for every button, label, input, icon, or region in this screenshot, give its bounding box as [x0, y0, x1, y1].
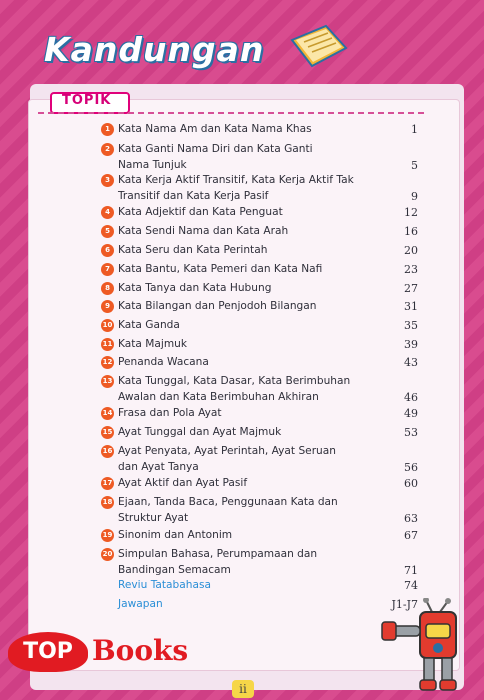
topic-title: Kata Bantu, Kata Pemeri dan Kata Nafi — [118, 263, 323, 275]
toc-row[interactable] — [105, 262, 418, 278]
toc-row[interactable] — [102, 444, 418, 475]
topic-number-badge: 3 — [101, 174, 114, 187]
topic-number-badge: 5 — [101, 225, 114, 238]
topic-number-badge: 11 — [101, 338, 114, 351]
extra-page: J1-J7 — [391, 598, 418, 611]
toc-extra-row[interactable] — [118, 597, 418, 613]
topic-page: 63 — [404, 511, 418, 525]
topic-title: Frasa dan Pola Ayat — [118, 407, 222, 419]
toc-row[interactable] — [105, 224, 418, 240]
toc-row[interactable] — [105, 122, 418, 138]
topic-title: Kata Tanya dan Kata Hubung — [118, 282, 272, 294]
topic-page: 12 — [404, 206, 418, 219]
topic-number-badge: 20 — [101, 548, 114, 561]
topic-page: 16 — [404, 225, 418, 238]
topic-title: Ejaan, Tanda Baca, Penggunaan Kata dan Struktur Ayat — [118, 496, 338, 524]
topic-title: Sinonim dan Antonim — [118, 529, 233, 541]
topic-page: 43 — [404, 356, 418, 369]
topic-number-badge: 18 — [101, 496, 114, 509]
extra-title: Reviu Tatabahasa — [118, 579, 211, 591]
toc-row[interactable] — [105, 299, 418, 315]
toc-row[interactable] — [102, 528, 418, 544]
book-icon — [286, 22, 350, 72]
topic-number-badge: 13 — [101, 375, 114, 388]
topic-title: Kata Sendi Nama dan Kata Arah — [118, 225, 289, 237]
topic-title: Simpulan Bahasa, Perumpamaan dan Bandingan Semacam — [118, 548, 318, 576]
topic-page: 46 — [404, 390, 418, 404]
topic-page: 20 — [404, 244, 418, 257]
toc-row[interactable] — [102, 547, 418, 578]
topic-title: Ayat Penyata, Ayat Perintah, Ayat Seruan dan Ayat Tanya — [118, 445, 336, 473]
extra-title: Jawapan — [118, 598, 163, 610]
toc-row[interactable] — [102, 318, 418, 334]
topic-page: 1 — [411, 123, 418, 136]
topic-number-badge: 12 — [101, 356, 114, 369]
topic-title: Kata Majmuk — [118, 338, 188, 350]
topic-title: Kata Adjektif dan Kata Penguat — [118, 206, 283, 218]
topic-page: 27 — [404, 282, 418, 295]
topic-number-badge: 9 — [101, 300, 114, 313]
topic-number-badge: 15 — [101, 426, 114, 439]
topic-number-badge: 19 — [101, 529, 114, 542]
topic-page: 71 — [404, 563, 418, 577]
topic-page: 49 — [404, 407, 418, 420]
toc-extra-row[interactable] — [118, 578, 418, 594]
topic-page: 67 — [404, 529, 418, 542]
topic-title: Kata Tunggal, Kata Dasar, Kata Berimbuhan Awalan dan Kata Berimbuhan Akhiran — [118, 375, 351, 403]
topic-page: 23 — [404, 263, 418, 276]
topic-number-badge: 14 — [101, 407, 114, 420]
robot-mascot-icon — [376, 598, 474, 694]
topic-page: 39 — [404, 338, 418, 351]
topic-title: Kata Bilangan dan Penjodoh Bilangan — [118, 300, 317, 312]
page-title: Kandungan — [44, 30, 265, 69]
topic-page: 9 — [411, 189, 418, 203]
topic-number-badge: 10 — [101, 319, 114, 332]
toc-row[interactable] — [105, 243, 418, 259]
topic-title: Kata Ganti Nama Diri dan Kata Ganti Nama Tunjuk — [118, 143, 313, 171]
topic-number-badge: 6 — [101, 244, 114, 257]
topic-title: Kata Ganda — [118, 319, 180, 331]
topic-page: 53 — [404, 426, 418, 439]
toc-row[interactable] — [105, 173, 418, 204]
topic-title: Penanda Wacana — [118, 356, 209, 368]
topic-number-badge: 1 — [101, 123, 114, 136]
topic-number-badge: 7 — [101, 263, 114, 276]
page-number: ii — [232, 680, 254, 698]
toc-row[interactable] — [102, 355, 418, 371]
toc-row[interactable] — [105, 142, 418, 173]
topic-number-badge: 8 — [101, 282, 114, 295]
topbooks-watermark — [8, 632, 198, 672]
toc-row[interactable] — [102, 476, 418, 492]
watermark-top: TOP — [8, 632, 88, 672]
watermark-books: Books — [92, 634, 189, 667]
topic-title: Ayat Aktif dan Ayat Pasif — [118, 477, 248, 489]
topic-title: Kata Nama Am dan Kata Nama Khas — [118, 123, 312, 135]
topic-page: 35 — [404, 319, 418, 332]
topic-page: 5 — [411, 158, 418, 172]
topic-page: 56 — [404, 460, 418, 474]
topic-number-badge: 4 — [101, 206, 114, 219]
extra-page: 74 — [404, 579, 418, 592]
topic-number-badge: 2 — [101, 143, 114, 156]
toc-row[interactable] — [105, 205, 418, 221]
topic-page: 60 — [404, 477, 418, 490]
toc-row[interactable] — [102, 406, 418, 422]
toc-row[interactable] — [102, 495, 418, 526]
toc-row[interactable] — [105, 281, 418, 297]
topic-page: 31 — [404, 300, 418, 313]
toc-row[interactable] — [102, 337, 418, 353]
topic-number-badge: 17 — [101, 477, 114, 490]
topic-title: Ayat Tunggal dan Ayat Majmuk — [118, 426, 282, 438]
topic-number-badge: 16 — [101, 445, 114, 458]
toc-row[interactable] — [102, 374, 418, 405]
dashed-divider — [38, 112, 424, 114]
topik-label: TOPIK — [62, 93, 112, 108]
topic-title: Kata Seru dan Kata Perintah — [118, 244, 268, 256]
toc-row[interactable] — [102, 425, 418, 441]
topic-title: Kata Kerja Aktif Transitif, Kata Kerja Aktif Tak Transitif dan Kata Kerja Pasif — [118, 174, 354, 202]
